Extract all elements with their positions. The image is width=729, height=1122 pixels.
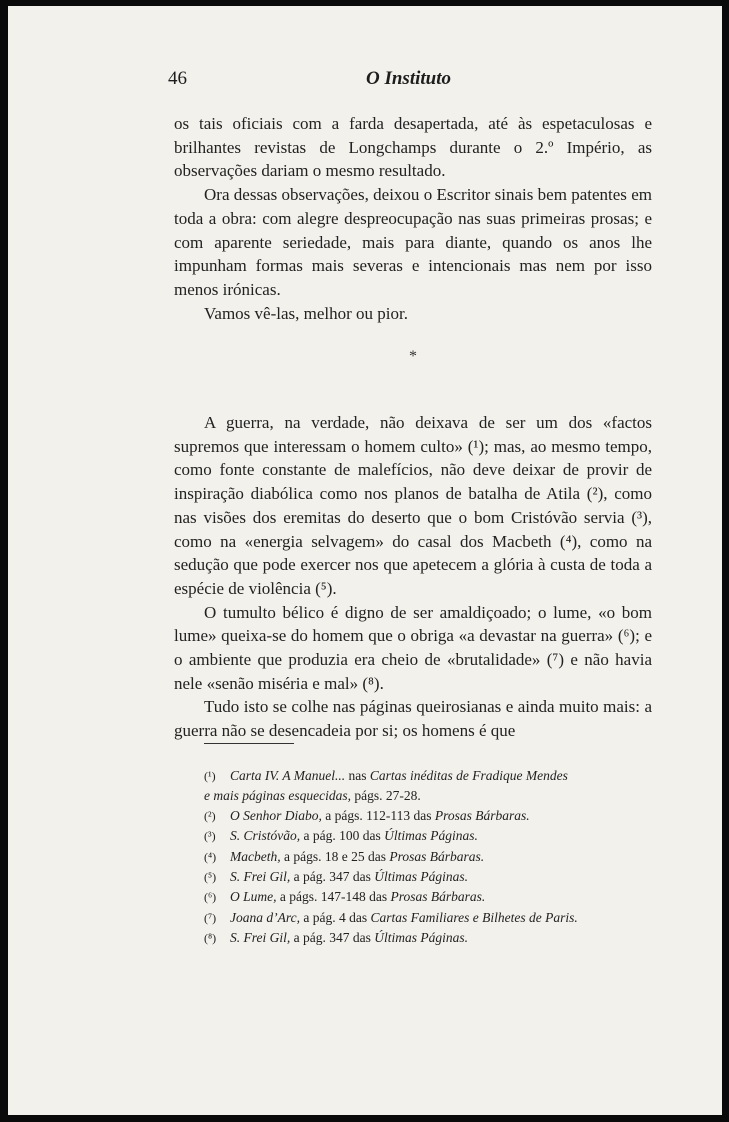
book-page — [8, 6, 722, 1115]
footnote-book: Últimas Páginas. — [374, 869, 468, 885]
footnote-book: e mais páginas esquecidas, — [204, 788, 351, 804]
footnote-book: Prosas Bárbaras. — [389, 848, 485, 864]
footnote-title: Joana d’Arc, — [230, 909, 300, 925]
footnote-mark: (²) — [204, 808, 216, 823]
body-text — [174, 112, 652, 743]
footnote-text: a pág. 347 das — [290, 869, 375, 885]
footnote-text: págs. 27-28. — [350, 788, 421, 804]
footnote-text: a págs. 147-148 das — [276, 889, 391, 905]
section-separator: * — [409, 348, 417, 366]
footnote-title: S. Frei Gil, — [230, 869, 291, 885]
footnote-title: O Senhor Diabo, — [230, 807, 322, 823]
footnote — [204, 847, 654, 867]
footnote-continuation — [204, 786, 654, 805]
footnote-mark: (³) — [204, 829, 216, 844]
footnote — [204, 867, 654, 887]
footnote — [204, 887, 654, 907]
footnote — [204, 908, 654, 928]
footnote-divider — [204, 743, 294, 744]
footnote-mark: (⁴) — [204, 849, 217, 864]
footnote-mark: (⁸) — [204, 931, 217, 946]
paragraph: O tumulto bélico é digno de ser amaldiçoado; o lume, «o bom lume» queixa-se do homem que o obriga «a devastar na guerra» (⁶); e o ambiente que produzia era cheio de «brutalidade» (⁷) e não havia nele «senão miséria e mal» (⁸). — [174, 602, 652, 693]
footnote-book: Cartas inéditas de Fradique Mendes — [369, 768, 568, 783]
footnote-book: Últimas Páginas. — [374, 930, 468, 946]
footnote-text: a págs. 18 e 25 das — [280, 848, 390, 864]
footnote-text: a pág. 4 das — [299, 909, 371, 925]
footnotes — [204, 766, 654, 949]
paragraph: Vamos vê-las, melhor ou pior. — [204, 303, 408, 323]
page-number: 46 — [168, 68, 187, 89]
footnote-title: O Lume, — [230, 889, 277, 905]
footnote-text: a págs. 112-113 das — [321, 807, 435, 823]
footnote — [204, 928, 654, 948]
footnote-title: S. Cristóvão, — [230, 828, 301, 844]
paragraph: A guerra, na verdade, não deixava de ser um dos «factos supremos que interessam o homem culto» (¹); mas, ao mesmo tempo, como fonte constante de malefícios, não deve deixar de provir de inspiração diabólica como nos planos de batalha de Atila (²), como nas visões dos eremitas do deserto que o bom Cristóvão servia (³), como na «energia selvagem» do casal dos Macbeth (⁴), como na sedução que pode exercer nos que apetecem a glória à custa de toda a espécie de violência (⁵). — [174, 413, 652, 598]
paragraph: Tudo isto se colhe nas páginas queirosianas e ainda muito mais: a guerra não se desencadeia por si; os homens é que — [174, 697, 652, 741]
footnote-text: a pág. 100 das — [300, 828, 385, 844]
footnote-book: Prosas Bárbaras. — [434, 807, 530, 823]
footnote-book: Últimas Páginas. — [384, 828, 478, 844]
running-head — [8, 68, 722, 94]
footnote — [204, 826, 654, 846]
footnote-mark: (⁵) — [204, 870, 217, 885]
footnote-text: a pág. 347 das — [290, 930, 375, 946]
footnote-text: nas — [345, 768, 370, 783]
footnote-mark: (⁶) — [204, 890, 217, 905]
footnote-book: Cartas Familiares e Bilhetes de Paris. — [370, 909, 578, 925]
paragraph: Ora dessas observações, deixou o Escritor sinais bem patentes em toda a obra: com alegre despreocupação nas suas primeiras prosas; e com aparente seriedade, mais para diante, quando os anos lhe impunham formas mais severas e intencionais mas nem por isso menos irónicas. — [174, 185, 652, 299]
footnote-title: Carta IV. A Manuel... — [230, 768, 346, 783]
journal-title: O Instituto — [366, 68, 452, 89]
footnote-title: Macbeth, — [230, 848, 281, 864]
footnote-mark: (⁷) — [204, 910, 217, 925]
footnote-mark: (¹) — [204, 769, 216, 783]
footnote — [204, 766, 654, 786]
paragraph-continuation: os tais oficiais com a farda desapertada, até às espetaculosas e brilhantes revistas de Longchamps durante o 2.º Império, as observações dariam o mesmo resultado. — [174, 114, 652, 181]
footnote-title: S. Frei Gil, — [230, 930, 291, 946]
footnote — [204, 806, 654, 826]
footnote-book: Prosas Bárbaras. — [390, 889, 486, 905]
